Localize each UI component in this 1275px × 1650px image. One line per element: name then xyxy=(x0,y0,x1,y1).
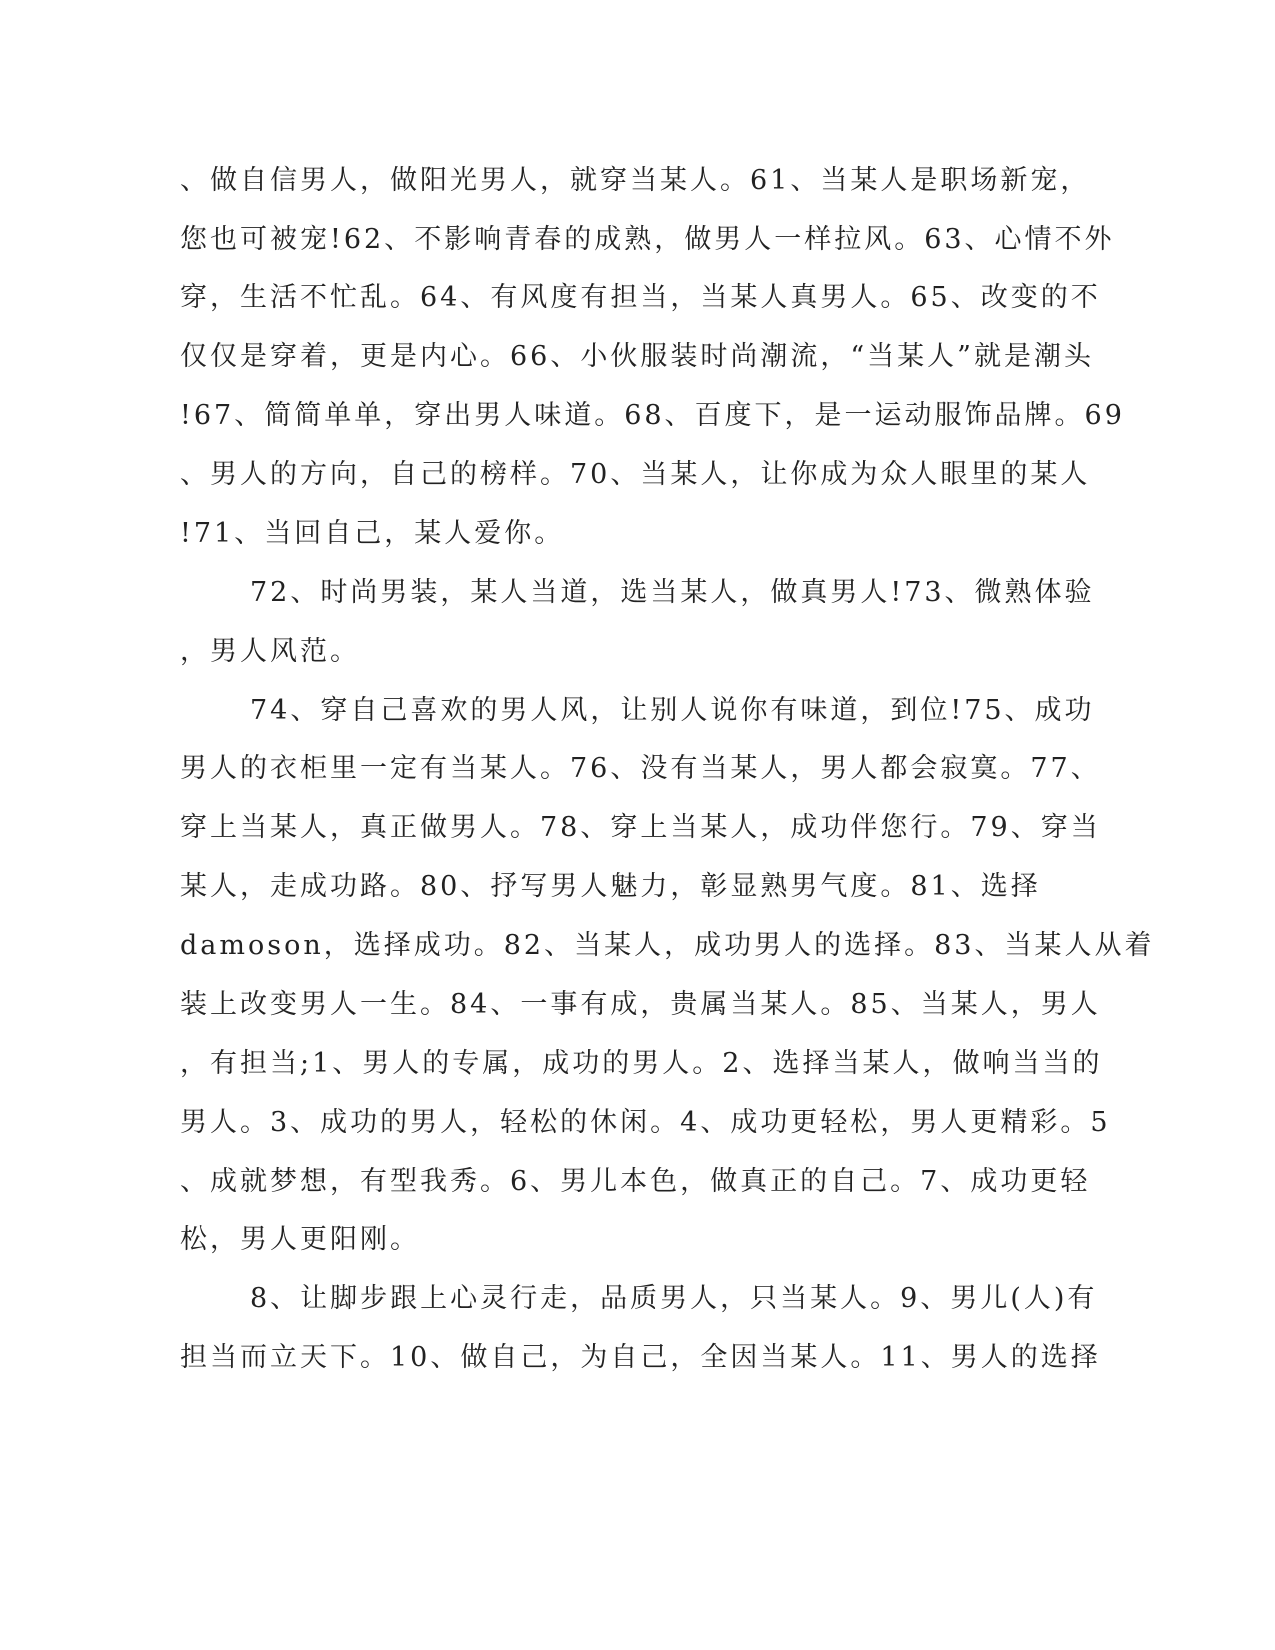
text-line: 穿，生活不忙乱。64、有风度有担当，当某人真男人。65、改变的不 xyxy=(180,282,1101,313)
text-line: damoson，选择成功。82、当某人，成功男人的选择。83、当某人从着 xyxy=(180,930,1155,961)
text-line: !67、简简单单，穿出男人味道。68、百度下，是一运动服饰品牌。69 xyxy=(180,400,1125,431)
paragraph-first-line: 8、让脚步跟上心灵行走，品质男人，只当某人。9、男儿(人)有 xyxy=(250,1283,1098,1314)
text-line: 松，男人更阳刚。 xyxy=(180,1224,420,1255)
paragraph-first-line: 74、穿自己喜欢的男人风，让别人说你有味道，到位!75、成功 xyxy=(250,695,1095,726)
text-line: 、男人的方向，自己的榜样。70、当某人，让你成为众人眼里的某人 xyxy=(180,459,1091,490)
text-line: 、成就梦想，有型我秀。6、男儿本色，做真正的自己。7、成功更轻 xyxy=(180,1166,1091,1197)
text-line: 穿上当某人，真正做男人。78、穿上当某人，成功伴您行。79、穿当 xyxy=(180,812,1101,843)
text-line: 仅仅是穿着，更是内心。66、小伙服装时尚潮流，“当某人”就是潮头 xyxy=(180,341,1094,372)
text-line: ，有担当;1、男人的专属，成功的男人。2、选择当某人，做响当当的 xyxy=(180,1048,1103,1079)
text-line: !71、当回自己，某人爱你。 xyxy=(180,518,565,549)
paragraph-first-line: 72、时尚男装，某人当道，选当某人，做真男人!73、微熟体验 xyxy=(250,577,1095,608)
text-line: 担当而立天下。10、做自己，为自己，全因当某人。11、男人的选择 xyxy=(180,1342,1101,1373)
text-line: 男人的衣柜里一定有当某人。76、没有当某人，男人都会寂寞。77、 xyxy=(180,753,1101,784)
text-line: 、做自信男人，做阳光男人，就穿当某人。61、当某人是职场新宠， xyxy=(180,165,1091,196)
text-line: 装上改变男人一生。84、一事有成，贵属当某人。85、当某人，男人 xyxy=(180,989,1101,1020)
text-line: 某人，走成功路。80、抒写男人魅力，彰显熟男气度。81、选择 xyxy=(180,871,1041,902)
text-line: ，男人风范。 xyxy=(180,636,360,667)
text-line: 您也可被宠!62、不影响青春的成熟，做男人一样拉风。63、心情不外 xyxy=(180,224,1115,255)
text-line: 男人。3、成功的男人，轻松的休闲。4、成功更轻松，男人更精彩。5 xyxy=(180,1107,1111,1138)
